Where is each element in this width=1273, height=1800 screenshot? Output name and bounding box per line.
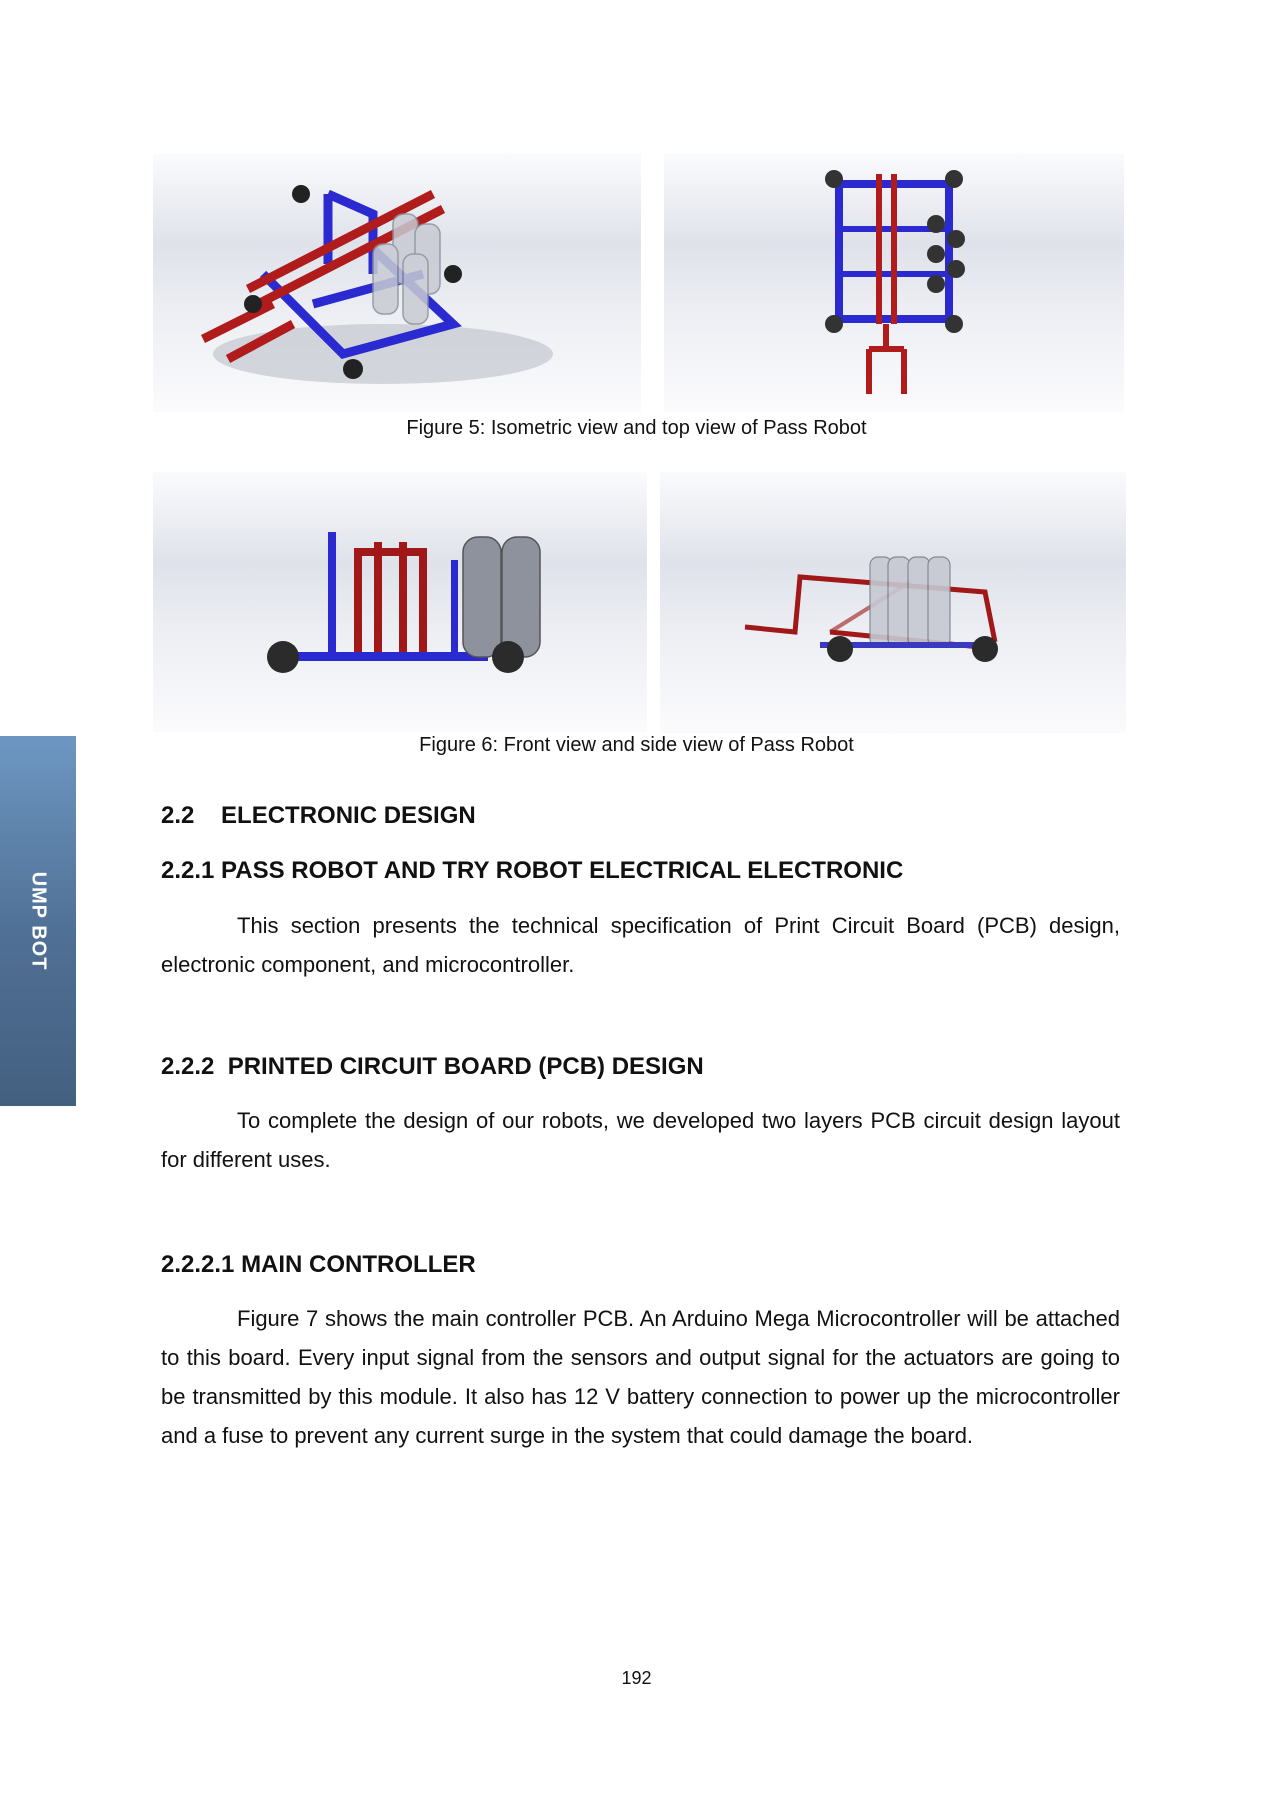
figure-5-caption: Figure 5: Isometric view and top view of Pass Robot bbox=[406, 417, 867, 439]
paragraph-text: This section presents the technical specification of Print Circuit Board (PCB) design, electronic component, and microcontroller. bbox=[161, 913, 1120, 977]
figure-6-caption: Figure 6: Front view and side view of Pass Robot bbox=[419, 734, 854, 756]
top-view-image bbox=[664, 154, 1124, 412]
front-view-image bbox=[153, 472, 647, 732]
paragraph-text: Figure 7 shows the main controller PCB. An Arduino Mega Microcontroller will be attached to this board. Every input signal from the sensors and output signal for the actuators are going to be transmitted by this module. It also has 12 V battery connection to power up the microcontroller and a fuse to prevent any current surge in the system that could damage the board. bbox=[161, 1306, 1120, 1448]
paragraph-text: To complete the design of our robots, we developed two layers PCB circuit design layout for different uses. bbox=[161, 1108, 1120, 1172]
side-tab bbox=[0, 736, 76, 1106]
section-2-2-2-1-paragraph bbox=[161, 1299, 1120, 1455]
page-number: 192 bbox=[621, 1668, 652, 1688]
side-view-image bbox=[660, 472, 1126, 733]
section-heading-2-2-2: 2.2.2 PRINTED CIRCUIT BOARD (PCB) DESIGN bbox=[161, 1053, 704, 1080]
section-2-2-2-paragraph bbox=[161, 1101, 1120, 1179]
side-tab-label: UMP BOT bbox=[27, 871, 50, 971]
section-heading-2-2-2-1: 2.2.2.1 MAIN CONTROLLER bbox=[161, 1251, 476, 1278]
section-heading-2-2: 2.2 ELECTRONIC DESIGN bbox=[161, 802, 476, 829]
isometric-view-image bbox=[153, 154, 641, 412]
section-heading-2-2-1: 2.2.1 PASS ROBOT AND TRY ROBOT ELECTRICAL ELECTRONIC bbox=[161, 857, 904, 884]
section-2-2-1-paragraph bbox=[161, 906, 1120, 984]
